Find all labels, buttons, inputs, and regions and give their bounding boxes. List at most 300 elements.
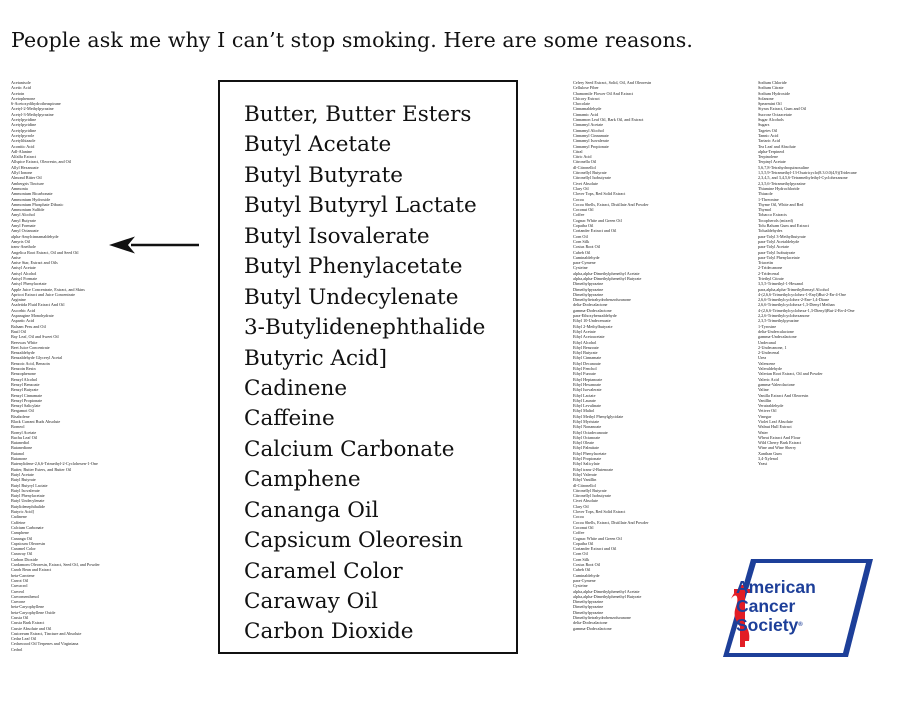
ingredient-item: Anisyl Alcohol <box>11 270 37 276</box>
ingredient-item: Sodium Chloride <box>758 80 787 85</box>
ingredient-item: Cedarwood Oil Terpenes and Virginiana <box>11 641 79 647</box>
ingredient-item: Costus Root Oil <box>573 244 600 250</box>
ingredient-item: Thymol <box>758 207 772 213</box>
ingredient-item: para-Tolyl 3-Methylbutyrate <box>758 233 806 239</box>
ingredient-item: Wine and Wine Sherry <box>758 445 797 451</box>
ingredient-item: Walnut Hull Extract <box>758 424 792 430</box>
ingredient-item: Citronellyl Butyrate <box>573 487 607 493</box>
ingredient-item: Acetylpyridine <box>11 117 37 123</box>
ingredient-item: Capsicum Oleoresin <box>11 540 46 546</box>
ingredient-item: Dimethylpyrazine <box>573 604 604 610</box>
ingredient-item: Ammonium Hydroxide <box>11 196 51 202</box>
ingredient-item: beta-Caryophyllene <box>11 604 45 610</box>
ingredient-item: Asafetida Fluid Extract And Oil <box>11 302 65 308</box>
ingredient-item: Ethyl Oleate <box>573 440 595 446</box>
ingredient-item: Cubeb Oil <box>573 567 591 573</box>
ingredient-item: Acetylpyridine <box>11 127 37 133</box>
left-arrow-icon <box>109 235 201 255</box>
ingredient-item: Ethyl Phenylacetate <box>573 450 607 456</box>
ingredient-item: Allspice Extract, Oleoresin, and Oil <box>11 159 72 165</box>
acs-trademark: ® <box>798 622 803 628</box>
ingredient-item: Cinnamyl Acetate <box>573 122 604 128</box>
ingredient-item: Copaiba Oil <box>573 540 594 546</box>
ingredient-item: Sugar Alcohols <box>758 117 784 123</box>
ingredient-item: Asparagine Monohydrate <box>11 313 54 319</box>
ingredient-item: Carveol <box>11 588 25 594</box>
ingredient-item: Arginine <box>11 297 26 303</box>
ingredient-item: Butyl Butyryl Lactate <box>11 482 48 488</box>
ingredient-item: Solanone <box>758 95 774 101</box>
ingredient-item: Tea Leaf and Absolute <box>758 143 796 149</box>
ingredient-item: Sugars <box>758 122 770 128</box>
featured-ingredient: Cadinene <box>244 375 348 401</box>
ingredient-item: 3,5,5-Trimethyl-1-Hexanol <box>758 281 804 287</box>
ingredient-item: Terpinolene <box>758 154 778 160</box>
ingredient-item: Ethyl Octanoate <box>573 434 601 440</box>
featured-ingredient: Butyl Isovalerate <box>244 223 430 249</box>
ingredient-item: Angelica Root Extract, Oil and Seed Oil <box>11 249 79 255</box>
ingredient-item: Anise Star, Extract and Oils <box>11 260 58 266</box>
ingredient-item: 2,3,5-Trimethylpyrazine <box>758 318 799 324</box>
ingredient-item: Ascorbic Acid <box>11 307 36 313</box>
ingredient-item: Caraway Oil <box>11 551 33 557</box>
ingredient-item: Carbon Dioxide <box>11 556 38 562</box>
ingredient-item: Ethyl Laurate <box>573 397 596 403</box>
ingredient-item: Tartaric Acid <box>758 138 780 144</box>
ingredient-item: Ethyl Myristate <box>573 419 600 424</box>
ingredient-item: Allyl Hexanoate <box>11 164 39 170</box>
featured-ingredient: Capsicum Oleoresin <box>244 528 463 554</box>
ingredient-item: Triethyl Citrate <box>758 275 784 281</box>
ingredient-item: para-Cymene <box>573 577 596 583</box>
ingredient-item: Anisyl Formate <box>11 275 38 281</box>
ingredient-item: Ethyl trans-2-Butenoate <box>573 466 614 472</box>
ingredient-item: Acetic Acid <box>11 85 31 91</box>
ingredient-item: Dimethylpyrazine <box>573 609 604 615</box>
ingredient-item: Cedar Leaf Oil <box>11 636 37 642</box>
ingredient-item: Styrax Extract, Gum and Oil <box>758 106 807 112</box>
ingredient-item: Balsam Peru and Oil <box>11 323 46 329</box>
ingredient-item: Civet Absolute <box>573 498 599 504</box>
ingredient-item: Spearmint Oil <box>758 101 782 107</box>
ingredient-item: Amyris Oil <box>11 238 30 244</box>
ingredient-item: Clover Tops, Red Solid Extract <box>573 191 626 197</box>
ingredient-item: 2-Undecanone, 1 <box>758 344 787 350</box>
ingredient-item: Aconitic Acid <box>11 143 35 149</box>
ingredient-item: Carvacrol <box>11 583 28 589</box>
ingredient-item: Ethyl Salicylate <box>573 461 600 467</box>
ingredient-item: Ammonium Bicarbonate <box>11 191 53 197</box>
ingredient-item: Alfalfa Extract <box>11 154 36 160</box>
ingredient-item: Amyl Formate <box>11 223 36 229</box>
ingredient-item: Cinnamyl Cinnamate <box>573 132 609 138</box>
ingredient-item: Castoreum Extract, Tincture and Absolute <box>11 630 82 636</box>
ingredient-item: Citronellyl Butyrate <box>573 170 607 176</box>
ingredient-item: Chicory Extract <box>573 95 600 101</box>
ingredient-item: Undecanal <box>758 339 776 345</box>
ingredient-item: Ethyl Isovalerate <box>573 387 602 393</box>
ingredient-item: Ethyl Palmitate <box>573 445 599 451</box>
featured-ingredient-list <box>244 100 485 648</box>
ingredient-item: Cellulose Fiber <box>573 85 599 91</box>
ingredient-item: Coconut Oil <box>573 207 594 213</box>
ingredient-item: gamma-Undecalactone <box>758 334 797 340</box>
ingredient-item: Bornyl Acetate <box>11 429 37 435</box>
ingredient-item: Vanilla Extract And Oleoresin <box>758 392 809 398</box>
ingredient-item: Ambergris Tincture <box>11 180 44 186</box>
ingredient-item: Benzaldehyde <box>11 350 35 356</box>
ingredient-item: Ethyl 10-Undecenoate <box>573 318 611 324</box>
ingredient-item: Ethyl Butyrate <box>573 350 598 356</box>
ingredient-item: 2,3,4,5, and 3,4,5,6-Tetramethylethyl-Cyclohexanone <box>758 175 848 181</box>
featured-ingredient: Butyl Butyrate <box>244 162 404 188</box>
ingredient-item: Benzyl Benzoate <box>11 381 40 387</box>
ingredient-item: Ethyl Cinnamate <box>573 355 602 361</box>
featured-ingredient: Butyl Undecylenate <box>244 284 459 310</box>
featured-ingredient: Butyl Butyryl Lactate <box>244 193 477 219</box>
ingredient-item: Ammonium Sulfide <box>11 207 45 213</box>
ingredient-item: alpha,alpha-Dimethylphenethyl Butyrate <box>573 593 642 599</box>
ingredient-item: Valeraldehyde <box>758 366 782 372</box>
ingredient-item: Tagetes Oil <box>758 127 778 133</box>
ingredient-item: Ethyl Fenchol <box>573 366 597 372</box>
ingredient-item: Cocoa <box>573 196 584 202</box>
ingredient-item: para-Tolyl Phenylacetate <box>758 254 800 260</box>
ingredient-item: Ethyl Octadecanoate <box>573 429 608 435</box>
ingredient-item: Ethyl Acetoacetate <box>573 334 605 340</box>
ingredient-item: Acetyl-2-Methylpyrazine <box>11 106 54 112</box>
ingredient-item: Tobacco Extracts <box>758 212 787 218</box>
ingredient-item: Clary Oil <box>573 503 589 509</box>
ingredient-item: Tolualdehydes <box>758 228 783 234</box>
ingredient-item: 1-Tyrosine <box>758 323 777 329</box>
acs-logo-line3: Society <box>736 615 799 635</box>
ingredient-item: Buchu Leaf Oil <box>11 434 38 440</box>
ingredient-item: Cysteine <box>573 583 588 589</box>
ingredient-item: Urea <box>758 355 767 361</box>
ingredient-item: Cassie Absolute and Oil <box>11 625 52 631</box>
ingredient-item: 2,3,5,6-Tetramethylpyrazine <box>758 180 806 186</box>
ingredient-item: Terpinyl Acetate <box>758 159 786 165</box>
ingredient-item: gamma-Dodecalactone <box>573 625 612 631</box>
ingredient-item: Benzyl Alcohol <box>11 376 38 382</box>
ingredient-item: Xanthan Gum <box>758 450 782 456</box>
ingredient-item: Corn Oil <box>573 551 588 557</box>
ingredient-item: delta-Dodecalactone <box>573 620 608 626</box>
ingredient-item: gamma-Valerolactone <box>758 381 795 387</box>
ingredient-item: Dimethyltetrahydrobenzofuranone <box>573 614 631 620</box>
ingredient-item: Butyl Isovalerate <box>11 487 40 493</box>
ingredient-item: Ethyl Lactate <box>573 392 596 398</box>
ingredient-item: Thiazole <box>758 191 773 197</box>
ingredient-item: Amyl Butyrate <box>11 217 37 223</box>
ingredient-item: Cysteine <box>573 265 588 271</box>
featured-ingredient: Caramel Color <box>244 558 403 584</box>
ingredient-item: Clary Oil <box>573 185 589 191</box>
ingredient-item: Black Currant Buds Absolute <box>11 419 61 424</box>
ingredient-item: Bisabolene <box>11 413 30 419</box>
ingredient-item: Corn Silk <box>573 556 590 562</box>
ingredient-item: Chocolate <box>573 101 590 107</box>
ingredient-item: Cinnamaldehyde <box>573 106 602 112</box>
ingredient-item: Butanediol <box>11 440 30 446</box>
ingredient-item: para,alpha,alpha-Trimethylbenzyl Alcohol <box>758 286 829 292</box>
ingredient-item: Butter, Butter Esters, and Butter Oil <box>11 466 72 472</box>
ingredient-item: Cocoa <box>573 514 584 520</box>
ingredient-item: delta-Undercalactone <box>758 328 794 334</box>
ingredient-item: para-Tolyl Isobutyrate <box>758 249 796 255</box>
ingredient-item: Valine <box>758 387 769 393</box>
left-ingredient-list <box>11 80 100 652</box>
ingredient-item: Veratraldehyde <box>758 403 784 409</box>
ingredient-item: Cinnamyl Propionate <box>573 143 609 149</box>
ingredient-item: Citral <box>573 148 583 154</box>
ingredient-item: Anisyl Acetate <box>11 265 36 271</box>
ingredient-item: Tocopherols (mixed) <box>758 217 793 223</box>
ingredient-item: Ammonium Phosphate Dibasic <box>11 201 64 207</box>
ingredient-item: Costus Root Oil <box>573 562 600 568</box>
ingredient-item: Dimethylpyrazine <box>573 281 604 287</box>
ingredient-item: Ethyl Vanillin <box>573 477 597 483</box>
ingredient-item: Beet Juice Concentrate <box>11 344 50 350</box>
ingredient-item: Apple Juice Concentrate, Extract, and Skins <box>11 286 85 292</box>
ingredient-item: Cinnamyl Alcohol <box>573 127 604 133</box>
ingredient-item: Acetylpyrrole <box>11 132 35 138</box>
ingredient-item: alpha-Terpineol <box>758 148 785 154</box>
ingredient-item: Ammonia <box>11 185 28 191</box>
featured-ingredient: Butyl Phenylacetate <box>244 254 463 280</box>
ingredient-item: Coriander Extract and Oil <box>573 546 617 552</box>
ingredient-item: Clover Tops, Red Solid Extract <box>573 509 626 515</box>
ingredient-item: Ethyl Maltol <box>573 408 595 414</box>
ingredient-item: 2-Tridecanone <box>758 265 783 271</box>
ingredient-item: Apricot Extract and Juice Concentrate <box>11 291 75 297</box>
ingredient-item: Ethyl Alcohol <box>573 339 597 345</box>
ingredient-item: Cinnamic Acid <box>573 111 599 117</box>
ingredient-item: alpha,alpha-Dimethylphenethyl Butyrate <box>573 275 642 281</box>
ingredient-item: Adl-Alanine <box>11 148 32 154</box>
featured-ingredient: 3-Butylidenephthalide <box>244 315 486 341</box>
featured-ingredient: Camphene <box>244 467 361 493</box>
headline: People ask me why I can’t stop smoking. Here are some reasons. <box>11 28 693 52</box>
ingredient-item: 2-Undecenal <box>758 350 780 356</box>
ingredient-item: Acetylpyridine <box>11 122 37 128</box>
ingredient-item: Ethyl Acetate <box>573 328 596 334</box>
ingredient-item: Butanone <box>11 456 28 462</box>
ingredient-item: dl-Citronellol <box>573 164 596 170</box>
ingredient-item: Cassia Bark Extract <box>11 620 45 626</box>
ingredient-item: Citric Acid <box>573 154 592 160</box>
ingredient-item: Cinnamon Leaf Oil, Bark Oil, and Extract <box>573 117 644 123</box>
ingredient-item: Sodium Citrate <box>758 85 784 91</box>
ingredient-item: Benzophenone <box>11 371 36 377</box>
ingredient-item: Acetyl-3-Methylpyrazine <box>11 111 54 117</box>
ingredient-item: Cuminaldehyde <box>573 572 600 578</box>
ingredient-item: Citronella Oil <box>573 159 597 165</box>
ingredient-item: Ethyl Furoate <box>573 371 596 377</box>
ingredient-item: Dimethylpyrazine <box>573 286 604 292</box>
ingredient-item: Chamomile Flower Oil And Extract <box>573 90 634 96</box>
ingredient-item: Butyl Acetate <box>11 471 34 477</box>
ingredient-item: Celery Seed Extract, Solid, Oil, And Oleoresin <box>573 80 652 85</box>
ingredient-item: Cocoa Shells, Extract, Distillate And Powder <box>573 201 649 207</box>
ingredient-item: Ethyl Nonanoate <box>573 424 602 430</box>
ingredient-item: Benzyl Butyrate <box>11 387 39 393</box>
ingredient-item: Amyl Alcohol <box>11 212 35 218</box>
ingredient-item: Vetiver Oil <box>758 408 777 414</box>
ingredient-item: Ethyl Valerate <box>573 471 597 477</box>
ingredient-item: Sodium Hydroxide <box>758 90 790 96</box>
ingredient-item: Acetylthiazole <box>11 138 36 144</box>
ingredient-item: Ethyl 2-Methylbutyrate <box>573 323 613 329</box>
ingredient-item: Tannic Acid <box>758 132 779 138</box>
ingredient-item: Cubeb Oil <box>573 249 591 255</box>
ingredient-item: Benzyl Propionate <box>11 397 43 403</box>
ingredient-item: Butanol <box>11 450 25 456</box>
ingredient-item: Amyl Octanoate <box>11 228 39 234</box>
featured-ingredient: Carbon Dioxide <box>244 619 414 645</box>
featured-ingredient: Butyric Acid] <box>244 345 388 371</box>
ingredient-item: alpha,alpha-Dimethylphenethyl Acetate <box>573 588 640 594</box>
ingredient-item: Wheat Extract And Flour <box>758 434 801 440</box>
ingredient-item: Coconut Oil <box>573 524 594 530</box>
ingredient-item: Vinegar <box>758 413 772 419</box>
featured-ingredient: Butyl Acetate <box>244 132 392 158</box>
ingredient-item: Valencene <box>758 360 776 366</box>
ingredient-item: Ethyl Benzoate <box>573 344 599 350</box>
ingredient-item: Dimethylpyrazine <box>573 291 604 297</box>
ingredient-item: para-Tolyl Acetate <box>758 244 789 250</box>
ingredient-item: Civet Absolute <box>573 180 599 186</box>
ingredient-item: Caramel Color <box>11 546 36 552</box>
ingredient-item: 3,4-Xylenol <box>758 456 779 462</box>
ingredient-item: Valeric Acid <box>758 376 779 382</box>
ingredient-item: Ethyl Propionate <box>573 456 602 462</box>
acs-logo-line1: American <box>736 577 816 597</box>
ingredient-item: Ethyl Decanoate <box>573 360 601 366</box>
ingredient-item: 1-Threonine <box>758 196 779 202</box>
ingredient-item: Butyl Phenylacetate <box>11 493 45 499</box>
ingredient-item: para-Cymene <box>573 260 596 266</box>
ingredient-item: Violet Leaf Absolute <box>758 419 793 424</box>
ingredient-item: beta-Caryophyllene Oxide <box>11 609 56 615</box>
ingredient-item: Coffee <box>573 212 585 218</box>
ingredient-item: Caffeine <box>11 519 26 525</box>
ingredient-item: Ethyl Methyl Phenylglycidate <box>573 413 624 419</box>
ingredient-item: Acetanisole <box>11 80 31 85</box>
ingredient-item: Butanedione <box>11 445 33 451</box>
ingredient-item: Borneol <box>11 424 25 430</box>
ingredient-item: Cuminaldehyde <box>573 254 600 260</box>
ingredient-item: Yeast <box>758 461 768 467</box>
ingredient-item: Ethyl Heptanoate <box>573 376 603 382</box>
ingredient-item: 2-Tridecenal <box>758 270 780 276</box>
ingredient-item: Allyl Ionone <box>11 170 33 176</box>
ingredient-item: Butenylidene-2,6,6-Trimethyl-2-Cyclohexen-1-One <box>11 461 98 467</box>
ingredient-item: Benzoic Acid, Benzoin <box>11 360 50 366</box>
ingredient-item: Valerian Root Extract, Oil and Powder <box>758 371 823 377</box>
acs-logo-text <box>736 578 816 635</box>
middle-ingredient-list <box>573 80 651 631</box>
ingredient-item: Butyl Butyrate <box>11 477 36 483</box>
ingredient-item: Benzyl Cinnamate <box>11 392 43 398</box>
ingredient-item: Benzoin Resin <box>11 366 36 372</box>
ingredient-item: Bergamot Oil <box>11 408 34 414</box>
ingredient-item: Carvone <box>11 599 26 605</box>
ingredient-item: dl-Citronellol <box>573 482 596 488</box>
ingredient-item: gamma-Dodecalactone <box>573 307 612 313</box>
ingredient-item: Dimethylpyrazine <box>573 599 604 605</box>
featured-ingredient: Caffeine <box>244 406 335 432</box>
ingredient-item: Benzyl Salicylate <box>11 403 41 409</box>
ingredient-item: Cedrol <box>11 646 23 652</box>
acs-logo-line2: Cancer <box>736 596 796 616</box>
ingredient-item: 4-(2,6,6-Trimethylcyclohexa-1,3-Dienyl)But-2-En-4-One <box>758 307 855 313</box>
ingredient-item: Tolu Balsam Gum and Extract <box>758 223 809 229</box>
ingredient-item: alpha-Amylcinnamaldehyde <box>11 233 59 239</box>
ingredient-item: Citronellyl Isobutyrate <box>573 493 612 499</box>
ingredient-item: Butylidenephthalide <box>11 503 45 509</box>
ingredient-item: Beeswax White <box>11 339 38 345</box>
ingredient-item: Ethyl Levulinate <box>573 403 602 409</box>
ingredient-item: 4-(2,6,6-Trimethylcyclohex-1-Enyl)But-2-En-4-One <box>758 291 846 297</box>
ingredient-item: Cinnamyl Isovalerate <box>573 138 609 144</box>
ingredient-item: Citronellyl Isobutyrate <box>573 175 612 181</box>
ingredient-item: Carrot Oil <box>11 577 29 583</box>
ingredient-item: Water <box>758 429 768 435</box>
ingredient-item: delta-Dodecalactone <box>573 302 608 308</box>
ingredient-item: Basil Oil <box>11 328 27 334</box>
ingredient-item: Cognac White and Green Oil <box>573 217 622 223</box>
ingredient-item: 5,6,7,8-Tetrahydroquinoxaline <box>758 164 809 170</box>
ingredient-item: Carob Bean and Extract <box>11 567 52 573</box>
ingredient-item: Coriander Extract and Oil <box>573 228 617 234</box>
ingredient-item: Butyric Acid] <box>11 509 34 515</box>
ingredient-item: para-Ethoxybenzaldehyde <box>573 313 617 319</box>
ingredient-item: Corn Oil <box>573 233 588 239</box>
ingredient-item: Cocoa Shells, Extract, Distillate And Powder <box>573 519 649 525</box>
ingredient-item: Corn Silk <box>573 238 590 244</box>
ingredient-item: Butyl Undecylenate <box>11 498 45 504</box>
featured-ingredients-box <box>218 80 518 654</box>
ingredient-item: Vanillin <box>758 397 772 403</box>
ingredient-item: Acetoin <box>11 90 25 96</box>
ingredient-item: 2,6,6-Trimethylcyclohexa-1,3-Dienyl Methan <box>758 302 835 308</box>
ingredient-item: Thyme Oil, White and Red <box>758 201 804 207</box>
ingredient-item: Ethyl Hexanoate <box>573 381 602 387</box>
ingredient-item: Bay Leaf, Oil and Sweet Oil <box>11 334 59 340</box>
ingredient-item: Triacetin <box>758 260 773 266</box>
ingredient-item: 2,6,6-Trimethylcyclohex-2-Ene-1,4-Dione <box>758 297 830 303</box>
ingredient-item: Carvomenthenol <box>11 593 39 599</box>
ingredient-item: 2,2,6-Trimethylcyclohexanone <box>758 313 810 319</box>
ingredient-item: Cognac White and Green Oil <box>573 535 622 541</box>
ingredient-item: Cadinene <box>11 514 27 520</box>
ingredient-item: 6-Acetoxydihydrotheaspirane <box>11 101 61 107</box>
ingredient-item: Aspartic Acid <box>11 318 35 324</box>
ingredient-item: Calcium Carbonate <box>11 524 44 530</box>
featured-ingredient: Calcium Carbonate <box>244 436 455 462</box>
ingredient-item: Dimethyltetrahydrobenzofuranone <box>573 297 631 303</box>
ingredient-item: para-Tolyl Acetaldehyde <box>758 238 800 244</box>
ingredient-item: Copaiba Oil <box>573 223 594 229</box>
ingredient-item: Thiamine Hydrochloride <box>758 185 800 191</box>
featured-ingredient: Cananga Oil <box>244 497 379 523</box>
ingredient-item: Almond Bitter Oil <box>11 175 42 181</box>
ingredient-item: beta-Carotene <box>11 572 35 578</box>
ingredient-item: Anise <box>11 254 21 260</box>
featured-ingredient: Butter, Butter Esters <box>244 102 472 127</box>
